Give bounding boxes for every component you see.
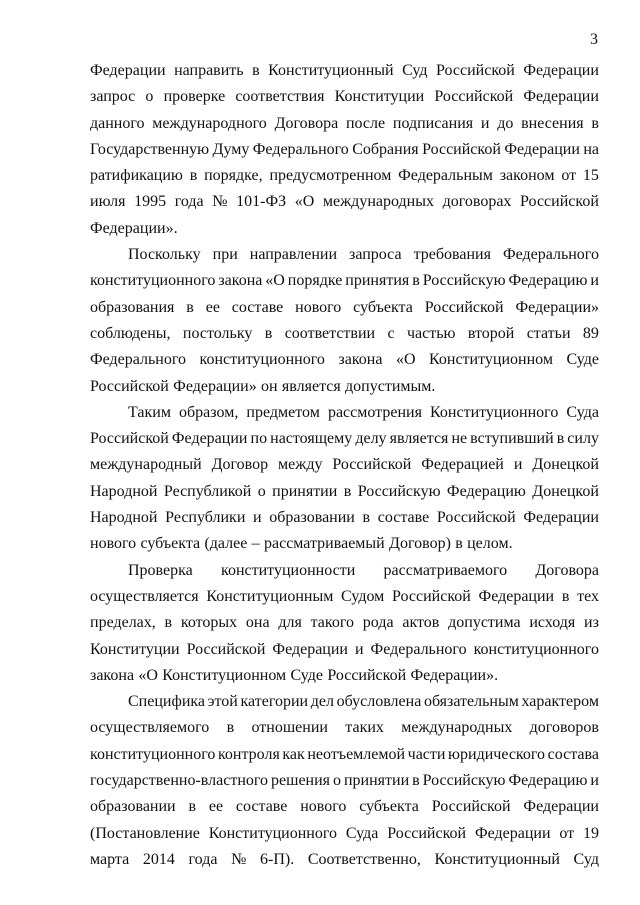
text-line: конституционного закона «О порядке принятия в Российскую Федерацию и bbox=[90, 272, 599, 290]
text-line: образования в ее составе нового субъекта Российской Федерации» bbox=[90, 298, 599, 316]
paragraph bbox=[90, 58, 599, 242]
text-line: конституционного контроля как неотъемлемой части юридического состава bbox=[90, 745, 599, 763]
paragraph bbox=[90, 558, 599, 689]
text-line: Народной Республики и образовании в составе Российской Федерации bbox=[90, 509, 599, 527]
text-line: Специфика этой категории дел обусловлена обязательным характером bbox=[128, 693, 599, 711]
text-line: Поскольку при направлении запроса требования Федерального bbox=[128, 246, 599, 264]
text-line: осуществляемого в отношении таких международных договоров bbox=[90, 719, 599, 737]
text-line: международный Договор между Российской Федерацией и Донецкой bbox=[90, 456, 599, 474]
text-line: государственно-властного решения о принятии в Российскую Федерацию и bbox=[90, 772, 599, 790]
text-line: Федерации». bbox=[90, 219, 178, 237]
text-line: ратификацию в порядке, предусмотренном Федеральным законом от 15 bbox=[90, 167, 599, 185]
text-line: Народной Республикой о принятии в Российскую Федерацию Донецкой bbox=[90, 482, 599, 500]
text-line: Российской Федерации по настоящему делу является не вступивший в силу bbox=[90, 430, 599, 448]
text-line: Проверка конституционности рассматриваемого Договора bbox=[128, 561, 599, 579]
text-line: образовании в ее составе нового субъекта Российской Федерации bbox=[90, 798, 599, 816]
text-line: осуществляется Конституционным Судом Российской Федерации в тех bbox=[90, 587, 599, 605]
paragraph bbox=[90, 689, 599, 873]
text-line: соблюдены, постольку в соответствии с частью второй статьи 89 bbox=[90, 324, 599, 342]
text-line: июля 1995 года № 101-ФЗ «О международных договорах Российской bbox=[90, 193, 599, 211]
text-line: пределах, в которых она для такого рода актов допустима исходя из bbox=[90, 614, 599, 632]
text-line: Российской Федерации» он является допустимым. bbox=[90, 377, 436, 395]
text-line: Таким образом, предметом рассмотрения Конституционного Суда bbox=[128, 403, 599, 421]
text-line: Федерации направить в Конституционный Суд Российской Федерации bbox=[90, 62, 599, 79]
document-body bbox=[90, 58, 599, 873]
page-number: 3 bbox=[590, 31, 598, 48]
text-line: данного международного Договора после подписания и до внесения в bbox=[90, 114, 599, 132]
paragraph bbox=[90, 400, 599, 558]
paragraph bbox=[90, 242, 599, 400]
text-line: запрос о проверке соответствия Конституции Российской Федерации bbox=[90, 88, 599, 106]
text-line: Государственную Думу Федерального Собрания Российской Федерации на bbox=[90, 140, 599, 158]
text-line: закона «О Конституционном Суде Российской Федерации». bbox=[90, 666, 499, 684]
text-line: нового субъекта (далее – рассматриваемый Договор) в целом. bbox=[90, 535, 513, 553]
text-line: Конституции Российской Федерации и Федерального конституционного bbox=[90, 640, 599, 658]
text-line: Федерального конституционного закона «О Конституционном Суде bbox=[90, 351, 599, 369]
text-line: марта 2014 года № 6-П). Соответственно, Конституционный Суд bbox=[90, 850, 599, 868]
text-line: (Постановление Конституционного Суда Российской Федерации от 19 bbox=[90, 824, 599, 842]
